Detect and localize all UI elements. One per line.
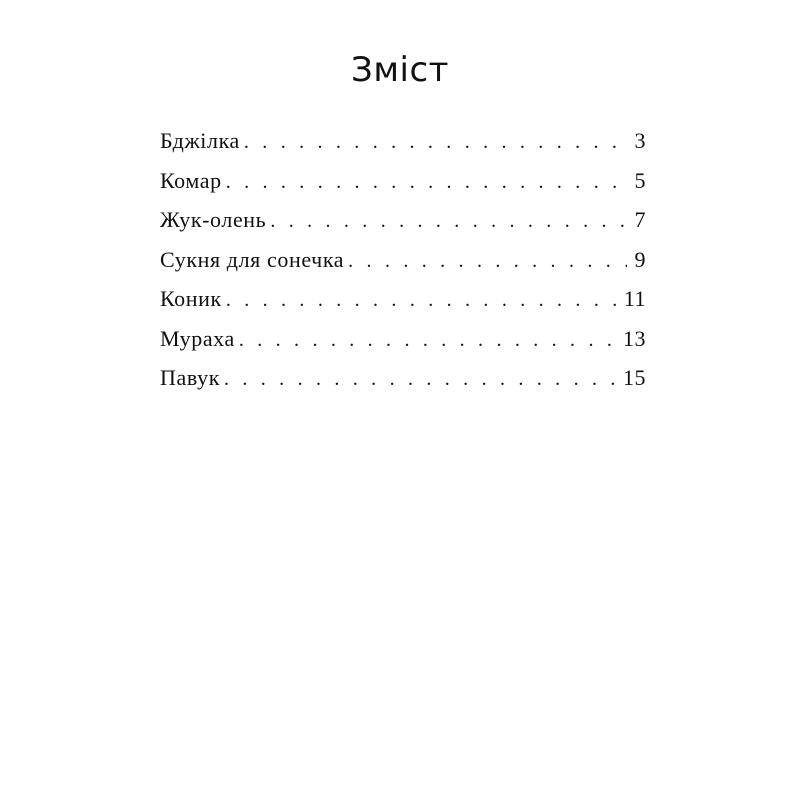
toc-entry-page-number: 15 — [623, 365, 646, 390]
toc-entry-label: Жук-олень — [160, 207, 267, 232]
toc-entry-zhuk-olen — [160, 207, 646, 247]
dot-leader — [270, 210, 626, 233]
toc-entry-pavuk — [160, 365, 646, 405]
toc-entry-page-number: 3 — [634, 128, 646, 153]
toc-entry-label: Павук — [160, 365, 220, 390]
toc-entry-page-number: 13 — [623, 325, 646, 351]
table-of-contents — [160, 128, 646, 405]
toc-entry-page-number: 9 — [634, 246, 646, 272]
page-title: Зміст — [351, 50, 449, 90]
toc-entry-label: Комар — [160, 167, 222, 193]
toc-entry-murakha — [160, 326, 646, 366]
toc-entry-label: Сукня для сонечка — [160, 246, 345, 272]
toc-entry-label: Мураха — [160, 325, 235, 351]
dot-leader — [244, 131, 627, 154]
toc-entry-page-number: 11 — [623, 286, 646, 311]
dot-leader — [224, 368, 615, 391]
toc-entry-konyk — [160, 286, 646, 326]
toc-entry-page-number: 7 — [634, 207, 646, 232]
dot-leader — [226, 171, 627, 194]
toc-entry-bdzhilka — [160, 128, 646, 168]
toc-entry-suknia-dlia-sonechka — [160, 247, 646, 287]
toc-entry-label: Бджілка — [160, 128, 240, 153]
toc-entry-label: Коник — [160, 286, 222, 311]
toc-entry-page-number: 5 — [634, 167, 646, 193]
dot-leader — [226, 289, 616, 312]
dot-leader — [239, 329, 615, 352]
dot-leader — [348, 250, 626, 273]
toc-entry-komar — [160, 168, 646, 208]
